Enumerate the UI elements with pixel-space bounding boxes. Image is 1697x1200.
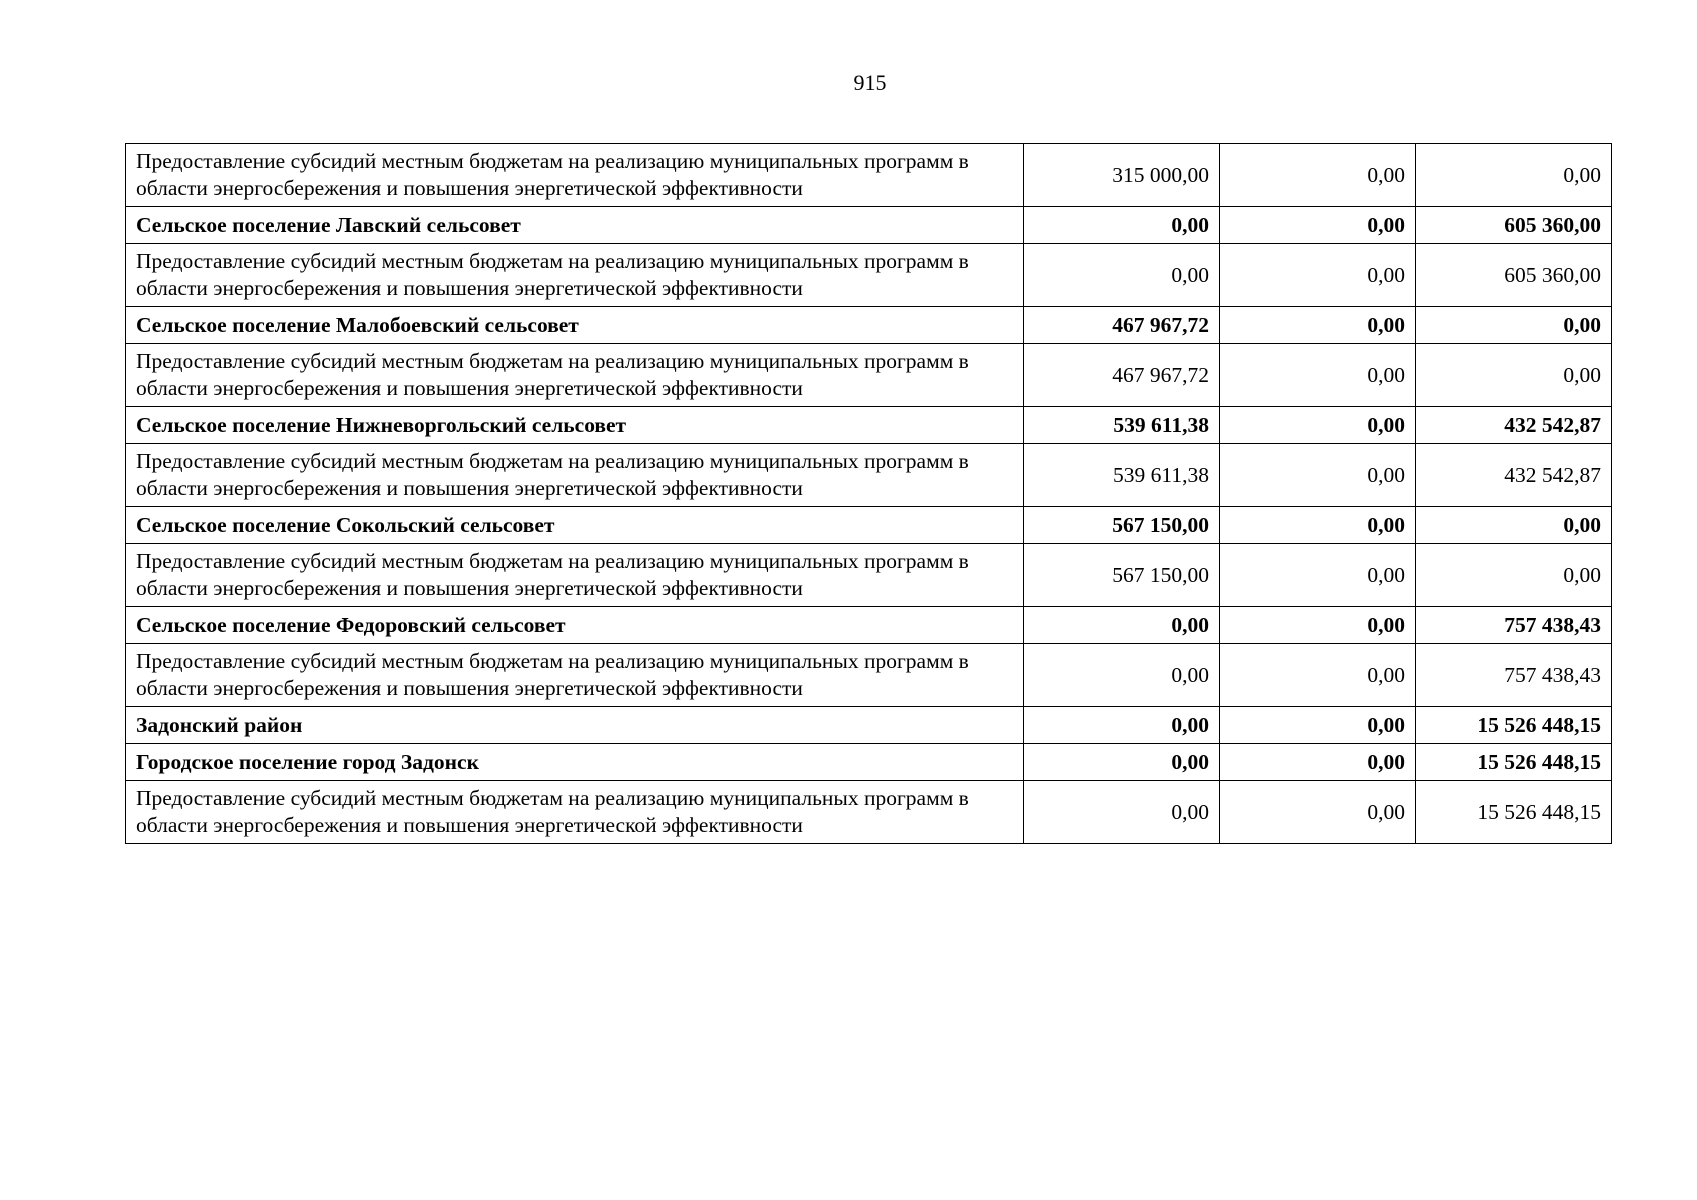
- row-name: Сельское поселение Лавский сельсовет: [126, 207, 1024, 244]
- value-col-3: 432 542,87: [1416, 407, 1612, 444]
- value-col-3: 605 360,00: [1416, 207, 1612, 244]
- value-col-2: 0,00: [1220, 207, 1416, 244]
- value-col-2: 0,00: [1220, 644, 1416, 707]
- row-name: Предоставление субсидий местным бюджетам на реализацию муниципальных программ в области энергосбережения и повышения энергетической эффективности: [126, 544, 1024, 607]
- value-col-3: 15 526 448,15: [1416, 744, 1612, 781]
- value-col-2: 0,00: [1220, 144, 1416, 207]
- table-row: [126, 744, 1612, 781]
- row-name: Сельское поселение Малобоевский сельсовет: [126, 307, 1024, 344]
- row-name: Предоставление субсидий местным бюджетам на реализацию муниципальных программ в области энергосбережения и повышения энергетической эффективности: [126, 144, 1024, 207]
- value-col-2: 0,00: [1220, 244, 1416, 307]
- value-col-2: 0,00: [1220, 344, 1416, 407]
- row-name: Предоставление субсидий местным бюджетам на реализацию муниципальных программ в области энергосбережения и повышения энергетической эффективности: [126, 344, 1024, 407]
- value-col-3: 0,00: [1416, 544, 1612, 607]
- value-col-1: 539 611,38: [1024, 444, 1220, 507]
- row-name: Городское поселение город Задонск: [126, 744, 1024, 781]
- value-col-1: 0,00: [1024, 244, 1220, 307]
- table-row: [126, 344, 1612, 407]
- value-col-2: 0,00: [1220, 544, 1416, 607]
- value-col-3: 0,00: [1416, 507, 1612, 544]
- value-col-2: 0,00: [1220, 307, 1416, 344]
- row-name: Предоставление субсидий местным бюджетам на реализацию муниципальных программ в области энергосбережения и повышения энергетической эффективности: [126, 244, 1024, 307]
- value-col-1: 567 150,00: [1024, 507, 1220, 544]
- table-row: [126, 544, 1612, 607]
- table-row: [126, 307, 1612, 344]
- value-col-1: 567 150,00: [1024, 544, 1220, 607]
- table-row: [126, 144, 1612, 207]
- value-col-1: 467 967,72: [1024, 307, 1220, 344]
- value-col-2: 0,00: [1220, 707, 1416, 744]
- row-name: Предоставление субсидий местным бюджетам на реализацию муниципальных программ в области энергосбережения и повышения энергетической эффективности: [126, 444, 1024, 507]
- row-name: Сельское поселение Нижневоргольский сельсовет: [126, 407, 1024, 444]
- table-row: [126, 644, 1612, 707]
- value-col-3: 0,00: [1416, 144, 1612, 207]
- value-col-3: 432 542,87: [1416, 444, 1612, 507]
- value-col-2: 0,00: [1220, 607, 1416, 644]
- table-row: [126, 244, 1612, 307]
- value-col-2: 0,00: [1220, 781, 1416, 844]
- value-col-1: 315 000,00: [1024, 144, 1220, 207]
- table-row: [126, 781, 1612, 844]
- value-col-3: 605 360,00: [1416, 244, 1612, 307]
- row-name: Задонский район: [126, 707, 1024, 744]
- row-name: Предоставление субсидий местным бюджетам на реализацию муниципальных программ в области энергосбережения и повышения энергетической эффективности: [126, 644, 1024, 707]
- page-number: 915: [853, 70, 887, 95]
- value-col-1: 0,00: [1024, 707, 1220, 744]
- value-col-1: 0,00: [1024, 781, 1220, 844]
- value-col-1: 0,00: [1024, 207, 1220, 244]
- value-col-3: 15 526 448,15: [1416, 781, 1612, 844]
- value-col-2: 0,00: [1220, 507, 1416, 544]
- row-name: Сельское поселение Сокольский сельсовет: [126, 507, 1024, 544]
- table-row: [126, 507, 1612, 544]
- value-col-3: 757 438,43: [1416, 607, 1612, 644]
- value-col-1: 539 611,38: [1024, 407, 1220, 444]
- table-row: [126, 407, 1612, 444]
- value-col-2: 0,00: [1220, 444, 1416, 507]
- table-row: [126, 707, 1612, 744]
- table-row: [126, 444, 1612, 507]
- row-name: Предоставление субсидий местным бюджетам на реализацию муниципальных программ в области энергосбережения и повышения энергетической эффективности: [126, 781, 1024, 844]
- row-name: Сельское поселение Федоровский сельсовет: [126, 607, 1024, 644]
- value-col-1: 0,00: [1024, 607, 1220, 644]
- value-col-1: 0,00: [1024, 644, 1220, 707]
- value-col-2: 0,00: [1220, 744, 1416, 781]
- value-col-2: 0,00: [1220, 407, 1416, 444]
- table-row: [126, 207, 1612, 244]
- table-row: [126, 607, 1612, 644]
- budget-table: [125, 143, 1612, 844]
- value-col-1: 467 967,72: [1024, 344, 1220, 407]
- value-col-3: 757 438,43: [1416, 644, 1612, 707]
- value-col-3: 15 526 448,15: [1416, 707, 1612, 744]
- value-col-1: 0,00: [1024, 744, 1220, 781]
- value-col-3: 0,00: [1416, 307, 1612, 344]
- value-col-3: 0,00: [1416, 344, 1612, 407]
